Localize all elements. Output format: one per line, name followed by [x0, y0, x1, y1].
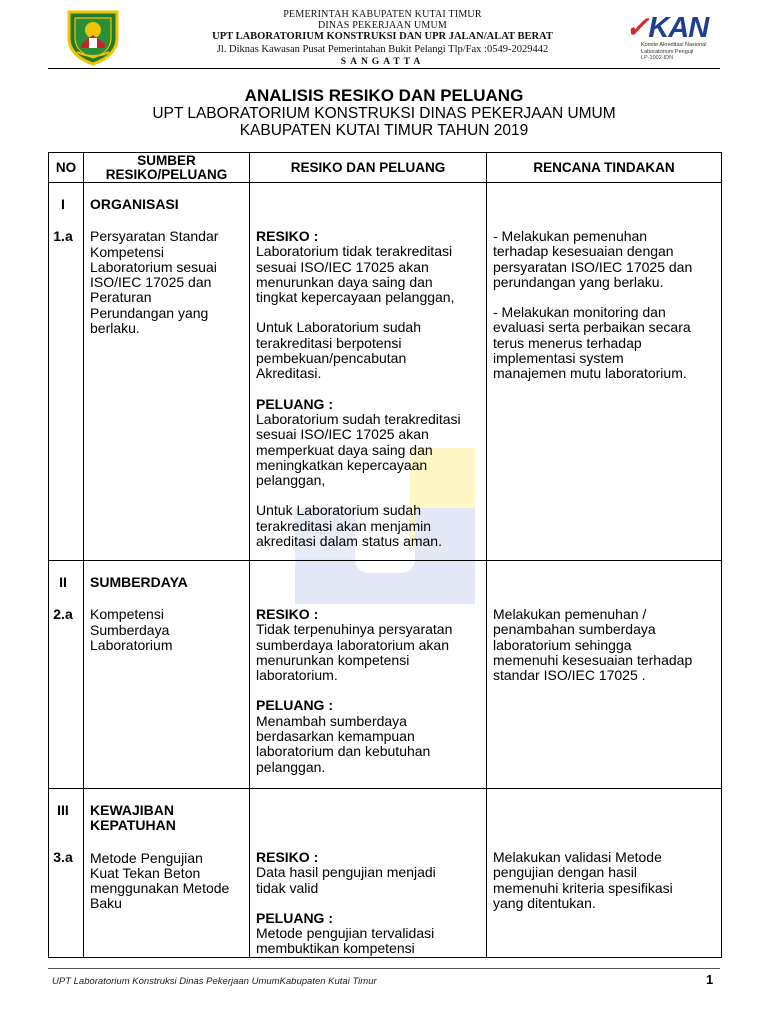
text-line: 2.a: [53, 606, 73, 623]
kan-caption: [641, 42, 715, 62]
text-line: Laboratorium: [90, 636, 173, 653]
text-line: evaluasi serta perbaikan secara: [493, 319, 691, 336]
opportunity-label: PELUANG :: [256, 697, 333, 714]
text-line: menggunakan Metode: [90, 880, 230, 897]
section-title: SUMBERDAYA: [90, 574, 188, 590]
text-line: terus menerus terhadap: [493, 334, 642, 351]
text-line: sesuai ISO/IEC 17025 akan: [256, 426, 429, 443]
text-line: berlaku.: [90, 320, 140, 337]
text-line: memperkuat daya saing dan: [256, 441, 433, 458]
text-line: pelanggan.: [256, 758, 326, 775]
text-line: pelanggan,: [256, 472, 326, 489]
text-line: Peraturan: [90, 289, 152, 306]
text-line: berdasarkan kemampuan: [256, 728, 415, 745]
text-line: - Melakukan monitoring dan: [493, 304, 666, 321]
text-line: membuktikan kompetensi: [256, 940, 415, 957]
text-line: Data hasil pengujian menjadi: [256, 864, 436, 881]
action-plan-cell: [487, 561, 722, 789]
check-icon: ✓: [625, 12, 649, 44]
risk-opportunity-cell: [250, 789, 487, 958]
text-line: tidak valid: [256, 879, 319, 896]
text-line: Metode Pengujian: [90, 849, 203, 866]
document-title-block: [0, 86, 768, 139]
text-line: implementasi system: [493, 350, 624, 367]
text-line: Akreditasi.: [256, 365, 322, 382]
header-action-plan: RENCANA TINDAKAN: [487, 153, 722, 183]
text-line: I: [61, 196, 65, 212]
text-line: akreditasi dalam status aman.: [256, 533, 442, 550]
kan-logo-text: [625, 14, 715, 42]
row-number-cell: [49, 789, 84, 958]
address-line: Jl. Diknas Kawasan Pusat Pemerintahan Bukit Pelangi Tlp/Fax :0549-2029442: [216, 44, 549, 55]
text-line: LP-1002-IDN: [641, 55, 674, 61]
risk-opportunity-table: [48, 152, 722, 958]
risk-label: RESIKO :: [256, 228, 319, 244]
text-line: sesuai ISO/IEC 17025 akan: [256, 258, 429, 275]
footer-text: UPT Laboratorium Konstruksi Dinas Pekerjaan UmumKabupaten Kutai Timur: [52, 976, 377, 987]
text-line: - Melakukan pemenuhan: [493, 228, 648, 244]
section-title-line-2: KEPATUHAN: [90, 817, 176, 834]
text-line: ISO/IEC 17025 dan: [90, 274, 212, 291]
text-line: memenuhi kesesuaian terhadap: [493, 651, 693, 668]
text-line: terhadap kesesuaian dengan: [493, 243, 674, 260]
section-title: ORGANISASI: [90, 196, 179, 212]
text-line: 3.a: [53, 849, 73, 866]
page-number: 1: [706, 972, 714, 987]
source-cell: [84, 183, 250, 561]
opportunity-label: PELUANG :: [256, 395, 333, 412]
regency-crest-icon: [63, 8, 123, 66]
document-title: ANALISIS RESIKO DAN PELUANG: [244, 86, 524, 105]
letterhead-text: [190, 9, 575, 69]
text-line: SUMBER: [137, 152, 196, 168]
text-line: menurunkan daya saing dan: [256, 273, 433, 290]
text-line: tingkat kepercayaan pelanggan,: [256, 289, 455, 306]
government-name: PEMERINTAH KABUPATEN KUTAI TIMUR: [283, 9, 482, 20]
text-line: yang ditentukan.: [493, 894, 596, 911]
source-cell: [84, 561, 250, 789]
text-line: Sumberdaya: [90, 621, 170, 638]
risk-opportunity-cell: [250, 183, 487, 561]
header-source: [84, 153, 250, 183]
row-number-cell: [49, 561, 84, 789]
text-line: laboratorium.: [256, 667, 338, 684]
text-line: Untuk Laboratorium sudah: [256, 319, 421, 336]
text-line: laboratorium dan kebutuhan: [256, 743, 431, 760]
header-no: NO: [49, 153, 84, 183]
department-name: DINAS PEKERJAAN UMUM: [317, 20, 447, 31]
text-line: Laboratorium Penguji: [641, 48, 694, 55]
text-line: perundangan yang berlaku.: [493, 273, 664, 290]
table-row: [49, 789, 722, 958]
text-line: laboratorium sehingga: [493, 636, 632, 653]
text-line: Laboratorium tidak terakreditasi: [256, 243, 453, 260]
text-line: Untuk Laboratorium sudah: [256, 502, 421, 519]
text-line: pembekuan/pencabutan: [256, 350, 407, 367]
section-title: KEWAJIBAN: [90, 802, 175, 818]
text-line: Tidak terpenuhinya persyaratan: [256, 621, 453, 638]
text-line: penambahan sumberdaya: [493, 621, 656, 638]
text-line: sumberdaya laboratorium akan: [256, 636, 449, 653]
text-line: Melakukan pemenuhan /: [493, 606, 647, 622]
text-line: Metode pengujian tervalidasi: [256, 925, 435, 942]
row-number-cell: [49, 183, 84, 561]
source-cell: [84, 789, 250, 958]
document-subtitle-2: KABUPATEN KUTAI TIMUR TAHUN 2019: [239, 122, 529, 139]
text-line: meningkatkan kepercayaan: [256, 456, 428, 473]
text-line: pengujian dengan hasil: [493, 864, 638, 881]
risk-label: RESIKO :: [256, 606, 319, 622]
text-line: 1.a: [53, 228, 73, 245]
text-line: Menambah sumberdaya: [256, 712, 407, 729]
risk-label: RESIKO :: [256, 849, 319, 865]
text-line: persyaratan ISO/IEC 17025 dan: [493, 258, 693, 275]
risk-opportunity-cell: [250, 561, 487, 789]
text-line: Baku: [90, 895, 122, 912]
letterhead-divider: [48, 68, 720, 69]
text-line: Laboratorium sesuai: [90, 258, 217, 275]
text-line: Kompetensi: [90, 606, 164, 623]
header-risk-opportunity: RESIKO DAN PELUANG: [250, 153, 487, 183]
text-line: Laboratorium sudah terakreditasi: [256, 410, 461, 427]
text-line: Kompetensi: [90, 243, 164, 260]
unit-name: UPT LABORATORIUM KONSTRUKSI DAN UPR JALAN/ALAT BERAT: [212, 31, 553, 42]
table-header-row: [49, 153, 722, 183]
text-line: terakreditasi akan menjamin: [256, 517, 432, 534]
opportunity-label: PELUANG :: [256, 909, 333, 926]
text-line: menurunkan kompetensi: [256, 651, 410, 668]
text-line: standar ISO/IEC 17025 .: [493, 667, 646, 684]
text-line: manajemen mutu laboratorium.: [493, 365, 687, 382]
text-line: terakreditasi berpotensi: [256, 334, 402, 351]
text-line: memenuhi kriteria spesifikasi: [493, 879, 673, 896]
kan-accreditation-logo: [625, 14, 715, 64]
letterhead: [0, 0, 768, 72]
text-line: Melakukan validasi Metode: [493, 849, 662, 865]
text-line: RESIKO/PELUANG: [105, 166, 228, 182]
city-name: SANGATTA: [340, 57, 425, 67]
text-line: Perundangan yang: [90, 304, 209, 321]
text-line: Komite Akreditasi Nasional: [641, 42, 707, 48]
text-line: II: [59, 574, 67, 590]
action-plan-cell: [487, 789, 722, 958]
table-row: [49, 183, 722, 561]
action-plan-cell: [487, 183, 722, 561]
footer-divider: [48, 968, 720, 969]
document-subtitle-1: UPT LABORATORIUM KONSTRUKSI DINAS PEKERJAAN UMUM: [152, 105, 616, 122]
text-line: Kuat Tekan Beton: [90, 864, 201, 881]
text-line: KAN: [648, 12, 709, 44]
table-row: [49, 561, 722, 789]
text-line: III: [57, 802, 69, 818]
text-line: Persyaratan Standar: [90, 228, 219, 245]
